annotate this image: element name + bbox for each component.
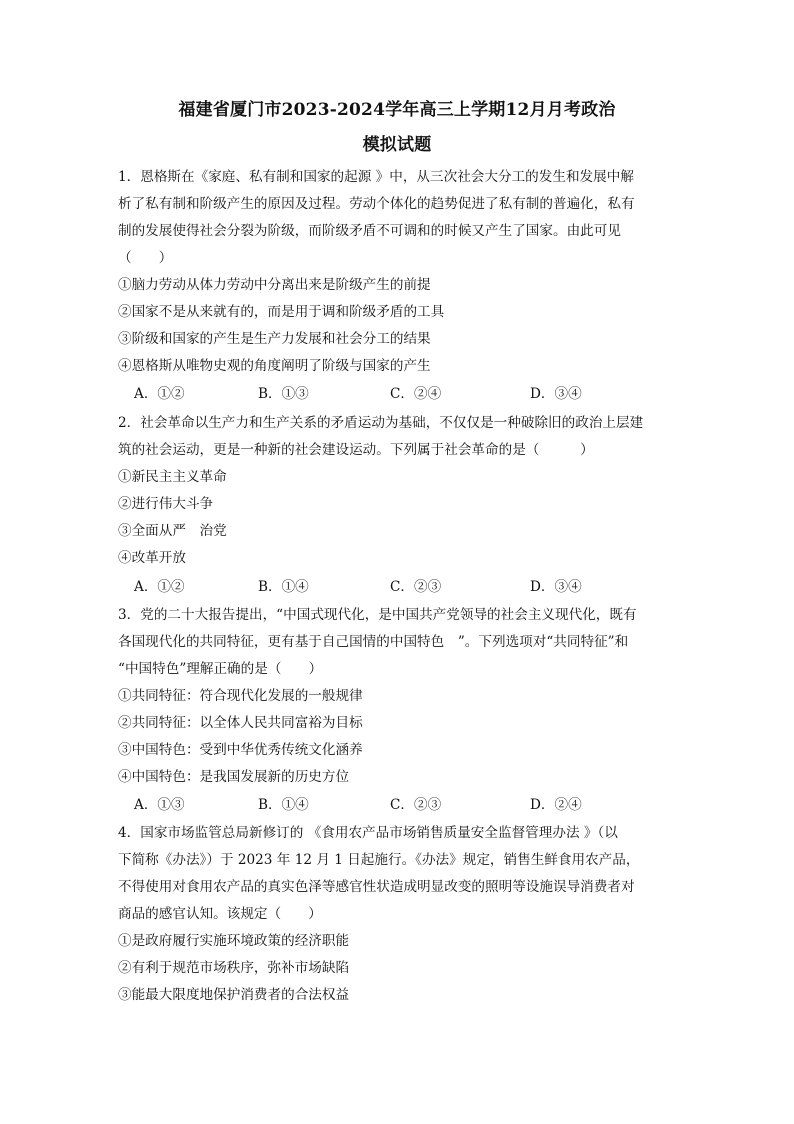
question-1-answer-blank: （ ） bbox=[118, 250, 173, 266]
question-2-statement-2: ②进行伟大斗争 bbox=[118, 496, 214, 512]
question-4-stem-line-1: 4．国家市场监管总局新修订的 《食用农产品市场销售质量安全监督管理办法 》（以 bbox=[118, 825, 618, 841]
question-2-stem-line-1: 2．社会革命以生产力和生产关系的矛盾运动为基础，不仅仅是一种破除旧的政治上层建 bbox=[118, 415, 644, 431]
document-subtitle: 模拟试题 bbox=[362, 135, 432, 155]
question-4-stem-line-2: 下简称《办法》）于 2023 年 12 月 1 日起施行。《办法》规定，销售生鲜食用农产品， bbox=[118, 852, 640, 868]
question-1-option-b: B．①③ bbox=[258, 386, 309, 402]
question-1-statement-3: ③阶级和国家的产生是生产力发展和社会分工的结果 bbox=[118, 331, 431, 347]
question-3-statement-4: ④中国特色：是我国发展新的历史方位 bbox=[118, 769, 350, 785]
question-3-stem-line-3: “中国特色”理解正确的是（ ） bbox=[118, 661, 323, 677]
question-3-statement-2: ②共同特征：以全体人民共同富裕为目标 bbox=[118, 715, 363, 731]
question-1-stem-line-1: 1．恩格斯在《家庭、私有制和国家的起源 》中，从三次社会大分工的发生和发展中解 bbox=[118, 169, 634, 185]
question-2-statement-1: ①新民主主义革命 bbox=[118, 469, 227, 485]
question-4-statement-3: ③能最大限度地保护消费者的合法权益 bbox=[118, 987, 350, 1003]
question-2-option-c: C．②③ bbox=[390, 579, 442, 595]
question-3-option-d: D．②④ bbox=[530, 797, 582, 813]
question-3-stem-line-2: 各国现代化的共同特征，更有基于自己国情的中国特色 ”。下列选项对“共同特征”和 bbox=[118, 634, 629, 650]
question-3-statement-3: ③中国特色：受到中华优秀传统文化涵养 bbox=[118, 742, 363, 758]
question-2-statement-3: ③全面从严 治党 bbox=[118, 523, 227, 539]
question-1-statement-2: ②国家不是从来就有的，而是用于调和阶级矛盾的工具 bbox=[118, 304, 445, 320]
question-3-statement-1: ①共同特征：符合现代化发展的一般规律 bbox=[118, 688, 363, 704]
question-2-option-a: A．①② bbox=[134, 579, 185, 595]
question-2-statement-4: ④改革开放 bbox=[118, 550, 186, 566]
document-title: 福建省厦门市2023-2024学年高三上学期12月月考政治 bbox=[178, 100, 616, 120]
question-3-option-a: A．①③ bbox=[134, 797, 185, 813]
question-1-stem-line-2: 析了私有制和阶级产生的原因及过程。劳动个体化的趋势促进了私有制的普遍化，私有 bbox=[118, 196, 635, 212]
question-3-stem-line-1: 3．党的二十大报告提出，“中国式现代化，是中国共产党领导的社会主义现代化，既有 bbox=[118, 607, 637, 623]
question-1-option-c: C．②④ bbox=[390, 386, 442, 402]
question-1-statement-4: ④恩格斯从唯物史观的角度阐明了阶级与国家的产生 bbox=[118, 358, 431, 374]
question-3-option-b: B．①④ bbox=[258, 797, 309, 813]
question-4-statement-1: ①是政府履行实施环境政策的经济职能 bbox=[118, 933, 350, 949]
question-1-option-d: D．③④ bbox=[530, 386, 582, 402]
question-1-stem-line-3: 制的发展使得社会分裂为阶级，而阶级矛盾不可调和的时候又产生了国家。由此可见 bbox=[118, 223, 621, 239]
question-4-statement-2: ②有利于规范市场秩序，弥补市场缺陷 bbox=[118, 960, 350, 976]
question-4-stem-line-3: 不得使用对食用农产品的真实色泽等感官性状造成明显改变的照明等设施误导消费者对 bbox=[118, 879, 635, 895]
question-4-stem-line-4: 商品的感官认知。该规定（ ） bbox=[118, 906, 322, 922]
question-1-option-a: A．①② bbox=[134, 386, 185, 402]
question-3-option-c: C．②③ bbox=[390, 797, 442, 813]
question-2-option-b: B．①④ bbox=[258, 579, 309, 595]
question-1-statement-1: ①脑力劳动从体力劳动中分离出来是阶级产生的前提 bbox=[118, 277, 431, 293]
question-2-stem-line-2: 筑的社会运动，更是一种新的社会建设运动。下列属于社会革命的是（ ） bbox=[118, 442, 594, 458]
question-2-option-d: D．③④ bbox=[530, 579, 582, 595]
